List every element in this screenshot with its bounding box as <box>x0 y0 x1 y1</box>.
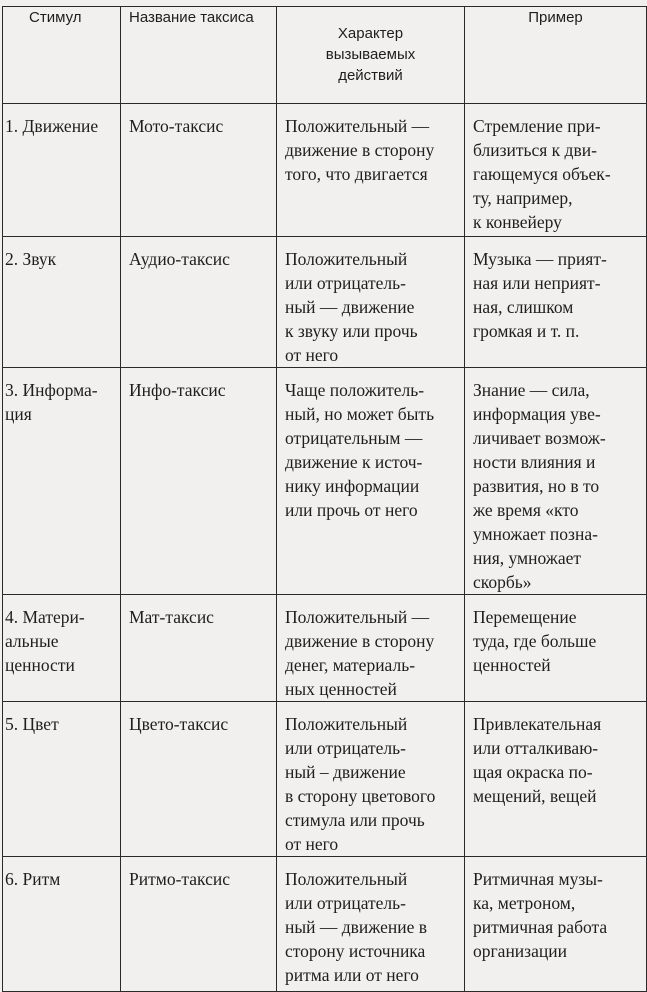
cell-stimulus-text: 5. Цвет <box>5 714 59 734</box>
table-body <box>3 104 647 992</box>
cell-effect <box>277 237 465 368</box>
cell-stimulus-text: 1. Движение <box>5 116 99 136</box>
table-header <box>3 7 647 104</box>
cell-taxis-name <box>121 857 277 992</box>
cell-effect-text: Чаще положитель- ный, но может быть отрицательным — движение к источ- нику информации или прочь от него <box>285 380 435 520</box>
cell-example-text: Знание — сила, информация уве- личивает возмож- ности влияния и развития, но в то же время «кто умножает позна- ния, умножает скорбь» <box>473 380 606 592</box>
header-example: Пример <box>465 7 647 104</box>
cell-effect-text: Положительный — движение в сторону того, что двигается <box>285 116 435 184</box>
header-taxis-name: Название таксиса <box>121 7 277 104</box>
cell-stimulus <box>3 595 121 702</box>
cell-stimulus <box>3 237 121 368</box>
cell-example-text: Перемещение туда, где больше ценностей <box>473 607 597 675</box>
cell-stimulus-text: 6. Ритм <box>5 869 61 889</box>
cell-taxis-name <box>121 595 277 702</box>
cell-stimulus-text: 4. Матери- альные ценности <box>5 607 85 675</box>
cell-example-text: Стремление при- близиться к дви- гающемуся объек- ту, например, к конвейеру <box>473 116 611 232</box>
cell-example <box>465 104 647 237</box>
cell-stimulus <box>3 368 121 595</box>
cell-effect-text: Положительный или отрицатель- ный — движение к звуку или прочь от него <box>285 249 418 365</box>
cell-effect <box>277 702 465 857</box>
cell-example <box>465 857 647 992</box>
table-row <box>3 857 647 992</box>
cell-stimulus <box>3 857 121 992</box>
cell-example <box>465 237 647 368</box>
cell-effect <box>277 595 465 702</box>
cell-example-text: Ритмичная музы- ка, метроном, ритмичная работа организации <box>473 869 608 961</box>
cell-taxis-name-text: Ритмо-таксис <box>129 869 230 889</box>
table-row <box>3 368 647 595</box>
table-row <box>3 237 647 368</box>
cell-taxis-name-text: Инфо-таксис <box>129 380 226 400</box>
taxis-table <box>2 6 647 992</box>
cell-example <box>465 595 647 702</box>
cell-stimulus-text: 2. Звук <box>5 249 57 269</box>
cell-taxis-name-text: Цвето-таксис <box>129 714 229 734</box>
cell-effect-text: Положительный — движение в сторону денег, материаль- ных ценностей <box>285 607 435 699</box>
cell-taxis-name-text: Мат-таксис <box>129 607 214 627</box>
cell-taxis-name-text: Мото-таксис <box>129 116 224 136</box>
cell-taxis-name <box>121 237 277 368</box>
table-row <box>3 595 647 702</box>
cell-example <box>465 368 647 595</box>
cell-example <box>465 702 647 857</box>
header-row <box>3 7 647 104</box>
cell-taxis-name <box>121 368 277 595</box>
cell-example-text: Музыка — прият- ная или неприят- ная, слишком громкая и т. п. <box>473 249 607 341</box>
cell-effect <box>277 104 465 237</box>
cell-stimulus <box>3 702 121 857</box>
cell-taxis-name-text: Аудио-таксис <box>129 249 230 269</box>
table-row <box>3 104 647 237</box>
cell-effect-text: Положительный или отрицатель- ный – движение в сторону цветового стимула или прочь от него <box>285 714 436 854</box>
cell-stimulus <box>3 104 121 237</box>
cell-taxis-name <box>121 104 277 237</box>
cell-example-text: Привлекательная или отталкиваю- щая окраска по- мещений, вещей <box>473 714 602 806</box>
table-row <box>3 702 647 857</box>
cell-taxis-name <box>121 702 277 857</box>
header-stimulus: Стимул <box>3 7 121 104</box>
cell-effect-text: Положительный или отрицатель- ный — движение в сторону источника ритма или от него <box>285 869 428 985</box>
cell-effect <box>277 857 465 992</box>
cell-stimulus-text: 3. Информа- ция <box>5 380 98 424</box>
cell-effect <box>277 368 465 595</box>
header-effect: Характер вызываемых действий <box>277 7 465 104</box>
